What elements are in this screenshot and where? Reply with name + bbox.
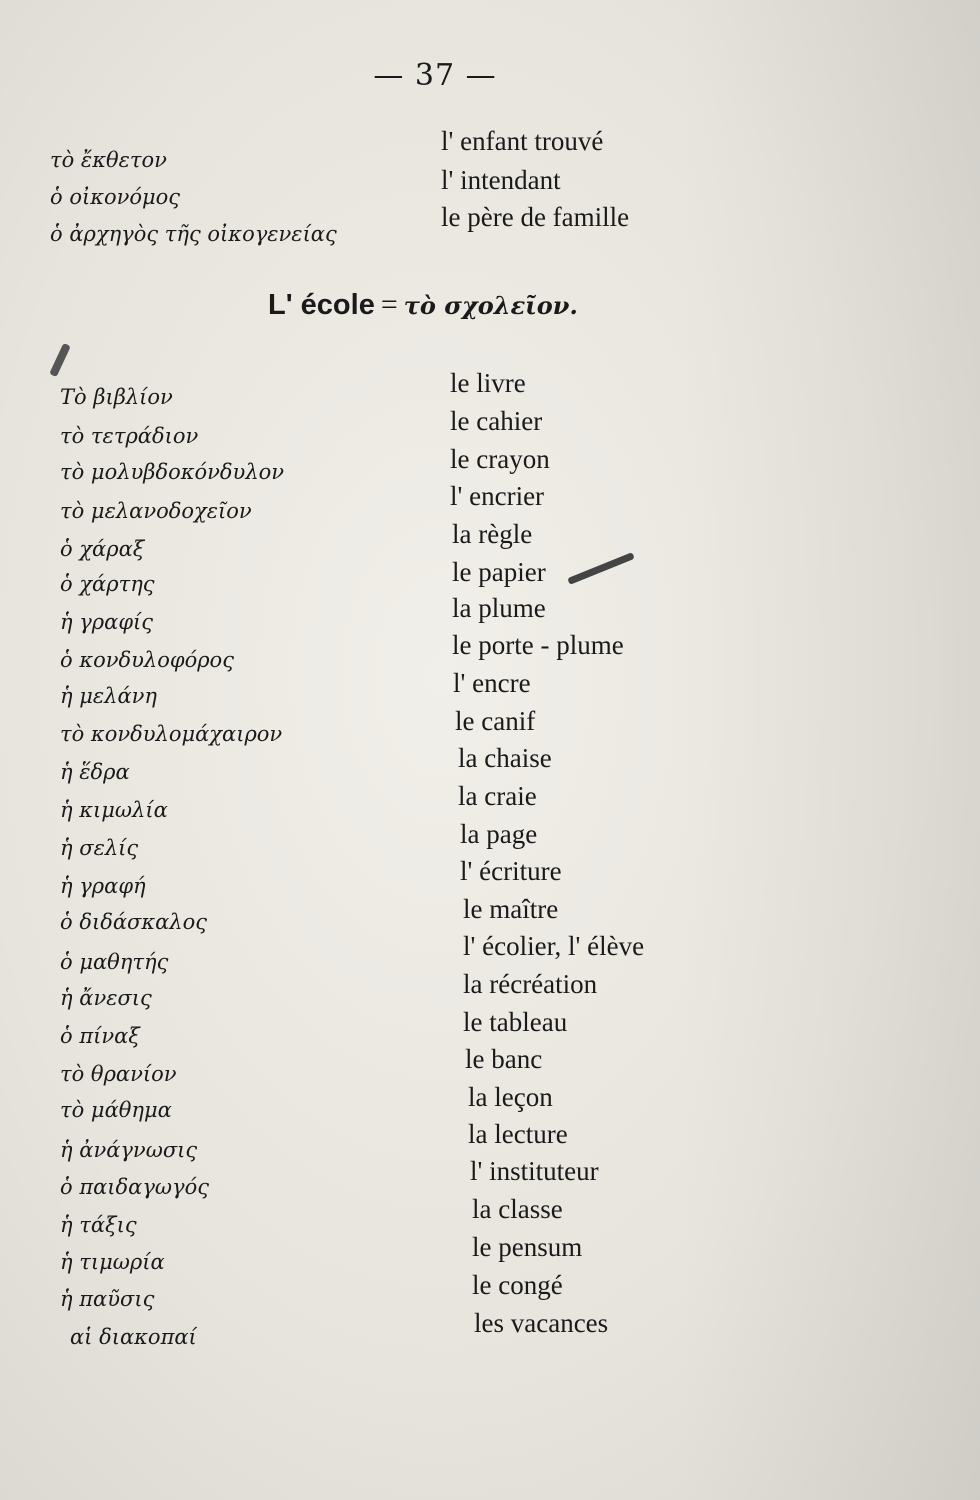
- french-term: l' encre: [453, 668, 531, 698]
- french-term: l' encrier: [450, 481, 545, 511]
- page-number: — 37 —: [373, 58, 497, 93]
- french-term: le congé: [472, 1270, 563, 1300]
- french-term: la récréation: [463, 969, 598, 999]
- french-term: la page: [460, 819, 538, 849]
- greek-term: ὁ χάραξ: [60, 537, 145, 561]
- french-term: la classe: [472, 1194, 563, 1224]
- greek-term: τὸ μάθημα: [60, 1098, 172, 1122]
- greek-term: ὁ μαθητής: [60, 950, 169, 974]
- greek-term: ἡ παῦσις: [60, 1287, 155, 1311]
- french-term: la règle: [452, 519, 533, 549]
- french-term: l' enfant trouvé: [441, 126, 604, 156]
- greek-term: τὸ μελανοδοχεῖον: [60, 499, 252, 523]
- show-through-area: [680, 0, 980, 1500]
- greek-term: ὁ ἀρχηγὸς τῆς οἰκογενείας: [50, 222, 337, 246]
- greek-term: ὁ οἰκονόμος: [50, 185, 181, 209]
- heading-french: L' école: [268, 289, 375, 321]
- greek-term: τὸ κονδυλομάχαιρον: [60, 722, 283, 746]
- section-heading: [268, 288, 578, 322]
- greek-term: αἱ διακοπαί: [70, 1325, 197, 1349]
- greek-term: ὁ πίναξ: [60, 1024, 140, 1048]
- greek-term: ἡ σελίς: [60, 836, 139, 860]
- greek-term: ἡ τάξις: [60, 1213, 137, 1237]
- french-term: le crayon: [450, 444, 550, 474]
- french-term: la chaise: [458, 743, 552, 773]
- french-term: le tableau: [463, 1007, 568, 1037]
- greek-term: ὁ παιδαγωγός: [60, 1175, 209, 1199]
- greek-term: ὁ κονδυλοφόρος: [60, 648, 234, 672]
- greek-term: ὁ διδάσκαλος: [60, 910, 208, 934]
- french-term: la lecture: [468, 1119, 568, 1149]
- greek-term: ἡ μελάνη: [60, 684, 158, 708]
- greek-term: Τὸ βιβλίον: [60, 385, 173, 409]
- greek-term: τὸ μολυβδοκόνδυλον: [60, 460, 285, 484]
- pen-mark: [49, 343, 71, 377]
- greek-term: ἡ γραφίς: [60, 610, 154, 634]
- french-term: le banc: [465, 1044, 543, 1074]
- french-term: le cahier: [450, 406, 543, 436]
- french-term: le pensum: [472, 1232, 583, 1262]
- greek-term: ἡ ἄνεσις: [60, 986, 152, 1010]
- french-term: la leçon: [468, 1082, 553, 1112]
- french-term: le père de famille: [441, 202, 630, 232]
- pen-stroke: [567, 552, 635, 585]
- french-term: le maître: [463, 894, 559, 924]
- french-term: l' écriture: [460, 856, 562, 886]
- greek-term: ἡ τιμωρία: [60, 1250, 165, 1274]
- french-term: la plume: [452, 593, 546, 623]
- greek-term: ἡ γραφή: [60, 874, 146, 898]
- french-term: le canif: [455, 706, 536, 736]
- french-term: la craie: [458, 781, 537, 811]
- french-term: le porte - plume: [452, 630, 624, 660]
- greek-term: ἡ ἕδρα: [60, 760, 130, 784]
- greek-term: ἡ κιμωλία: [60, 798, 168, 822]
- french-term: les vacances: [474, 1308, 609, 1338]
- greek-term: τὸ τετράδιον: [60, 424, 199, 448]
- french-term: l' écolier, l' élève: [463, 931, 645, 961]
- greek-term: ὁ χάρτης: [60, 572, 155, 596]
- french-term: l' instituteur: [470, 1156, 599, 1186]
- french-term: le papier: [452, 557, 546, 587]
- greek-term: ἡ ἀνάγνωσις: [60, 1138, 198, 1162]
- greek-term: τὸ θρανίον: [60, 1062, 177, 1086]
- heading-equals: =: [380, 288, 398, 321]
- french-term: l' intendant: [441, 165, 561, 195]
- french-term: le livre: [450, 368, 526, 398]
- greek-term: τὸ ἔκθετον: [50, 148, 167, 172]
- heading-greek: τὸ σχολεῖον.: [403, 291, 578, 320]
